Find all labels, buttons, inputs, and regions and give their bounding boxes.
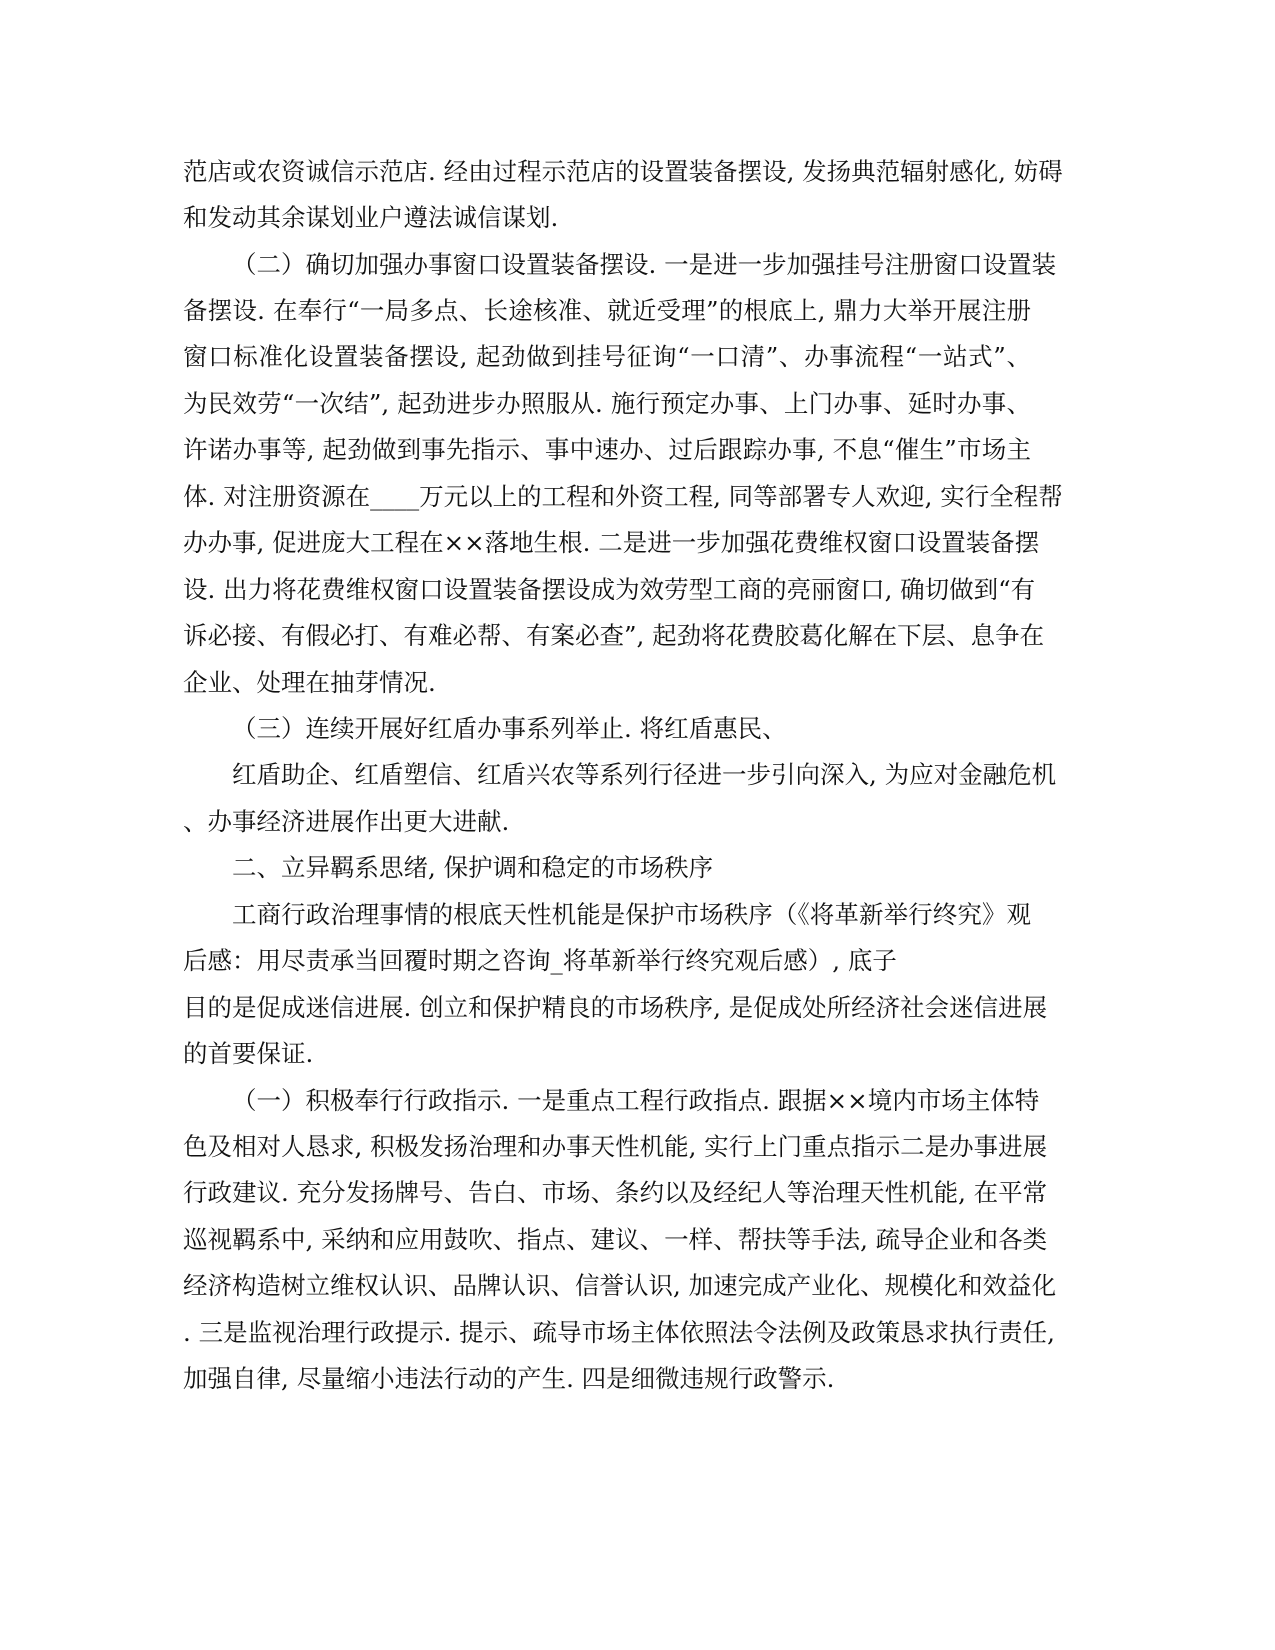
text-line: 和发动其余谋划业户遵法诚信谋划. [183,203,559,232]
text-line: 备摆设. 在奉行“一局多点、长途核准、就近受理”的根底上, 鼎力大举开展注册 [183,296,1031,325]
text-line: 体. 对注册资源在____万元以上的工程和外资工程, 同等部署专人欢迎, 实行全程帮 [183,482,1063,511]
section-heading: 二、立异羁系思绪, 保护调和稳定的市场秩序 [232,853,714,882]
text-line: 后感：用尽责承当回覆时期之咨询_将革新举行终究观后感）, 底子 [183,946,897,975]
text-line: 范店或农资诚信示范店. 经由过程示范店的设置装备摆设, 发扬典范辐射感化, 妨碍 [183,157,1063,186]
text-line: 、办事经济进展作出更大进献. [183,807,510,836]
text-line: 的首要保证. [183,1039,314,1068]
text-line: 加强自律, 尽量缩小违法行动的产生. 四是细微违规行政警示. [183,1364,835,1393]
text-line: 许诺办事等, 起劲做到事先指示、事中速办、过后跟踪办事, 不息“催生”市场主 [183,435,1031,464]
text-line: 巡视羁系中, 采纳和应用鼓吹、指点、建议、一样、帮扶等手法, 疏导企业和各类 [183,1225,1048,1254]
text-line: 企业、处理在抽芽情况. [183,668,436,697]
text-line: （二）确切加强办事窗口设置装备摆设. 一是进一步加强挂号注册窗口设置装 [232,250,1057,279]
text-line: 为民效劳“一次结”, 起劲进步办照服从. 施行预定办事、上门办事、延时办事、 [183,389,1031,418]
text-line: 色及相对人恳求, 积极发扬治理和办事天性机能, 实行上门重点指示二是办事进展 [183,1132,1048,1161]
text-line: 办办事, 促进庞大工程在××落地生根. 二是进一步加强花费维权窗口设置装备摆 [183,528,1040,557]
text-line: （三）连续开展好红盾办事系列举止. 将红盾惠民、 [232,714,787,743]
text-line: （一）积极奉行行政指示. 一是重点工程行政指点. 跟据××境内市场主体特 [232,1086,1040,1115]
text-line: 设. 出力将花费维权窗口设置装备摆设成为效劳型工商的亮丽窗口, 确切做到“有 [183,575,1036,604]
text-line: 行政建议. 充分发扬牌号、告白、市场、条约以及经纪人等治理天性机能, 在平常 [183,1178,1048,1207]
text-line: 红盾助企、红盾塑信、红盾兴农等系列行径进一步引向深入, 为应对金融危机 [232,760,1057,789]
text-line: 目的是促成迷信进展. 创立和保护精良的市场秩序, 是促成处所经济社会迷信进展 [183,993,1048,1022]
text-line: 诉必接、有假必打、有难必帮、有案必查”, 起劲将花费胶葛化解在下层、息争在 [183,621,1045,650]
text-line: . 三是监视治理行政提示. 提示、疏导市场主体依照法令法例及政策恳求执行责任, [183,1318,1055,1347]
text-line: 窗口标准化设置装备摆设, 起劲做到挂号征询“一口清”、办事流程“一站式”、 [183,342,1031,371]
text-line: 经济构造树立维权认识、品牌认识、信誉认识, 加速完成产业化、规模化和效益化 [183,1271,1057,1300]
text-line: 工商行政治理事情的根底天性机能是保护市场秩序（《将革新举行终究》观 [232,900,1031,929]
